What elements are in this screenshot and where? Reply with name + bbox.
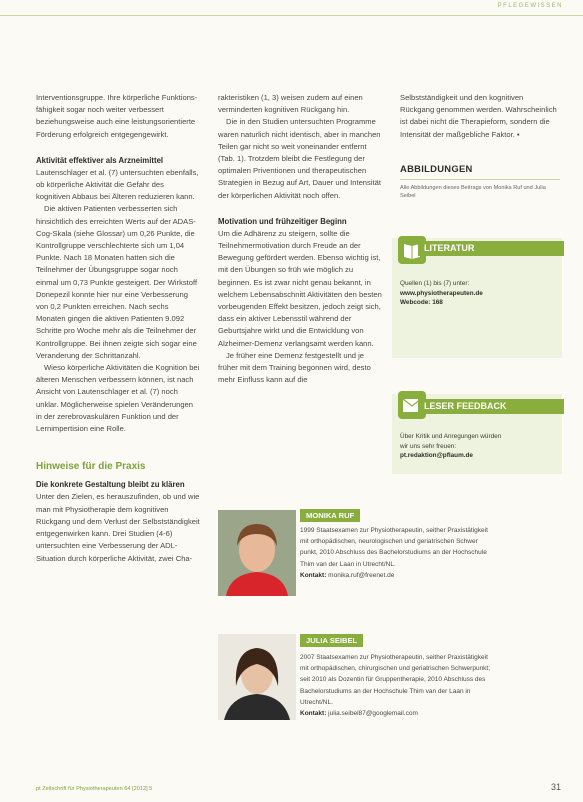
section-heading: Hinweise für die Praxis [36,461,146,473]
subheading: Motivation und frühzeitiger Beginn [218,216,347,226]
literatur-webcode: Webcode: 168 [400,299,443,306]
page-number: 31 [550,782,561,792]
literatur-title: LITERATUR [418,241,564,256]
column-3 [400,92,558,200]
divider [400,179,560,180]
feedback-line: wir uns sehr freuen: [400,442,457,450]
literatur-text [400,279,483,308]
author-photo-julia [218,634,296,720]
contact-email[interactable]: julia.seibel87@googlemail.com [328,710,418,718]
bio-line: Bachelorstudiums an der Hochschule Thim van der Laan in [300,687,471,695]
author-bio-monika [300,525,488,581]
feedback-email[interactable]: pt.redaktion@pflaum.de [400,452,473,459]
header-rule [0,15,583,16]
literatur-line: Quellen (1) bis (7) unter: [400,280,470,287]
column-2 [218,92,382,386]
bio-line: 2007 Staatsexamen zur Physiotherapeutin, seither Praxistätigkeit [300,654,488,661]
feedback-title: LESER FEEDBACK [418,399,564,414]
bio-line: punkt, 2010 Abschluss des Bachelorstudiums an der Hochschule [300,549,487,557]
bio-line: seit 2010 als Dozentin für Gruppentherapie, 2010 Abschluss des [300,676,486,684]
author-name-julia: JULIA SEIBEL [300,634,363,647]
contact-label: Kontakt: [300,710,327,718]
paragraph: Je früher eine Demenz festgestellt und je früher mit dem Training begonnen wird, desto mehr Einfluss kann auf die [218,350,371,385]
paragraph: Wieso körperliche Aktivitäten die Kognition bei älteren Menschen verbessern können, ist nach Ansicht von Lautenschlager et al. (7) noch unklar. Möglicherweise spielen Veränderungen in der zerebrovaskulären Funktion und der Lernimpertision eine Rolle. [36,363,200,434]
contact-line [300,570,488,581]
feedback-line: Über Kritik und Anregungen würden [400,433,502,440]
bio-line: Utrecht/NL. [300,698,333,706]
top-banner [0,0,583,16]
paragraph: Selbstständigkeit und den kognitiven Rückgang genommen werden. Wahrscheinlich ist dabei nicht die Therapieform, sondern die Intensität der maßgebliche Faktor. ▪ [400,93,557,139]
contact-email[interactable]: monika.ruf@freenet.de [328,571,395,579]
footer-citation: pt Zeitschrift für Physiotherapeuten 64 [2012] 5 [36,786,153,792]
paragraph: Die in den Studien untersuchten Programme waren naturlich nicht identisch, aber in manchen Teilen gar nicht so weit voneinander entfernt (Tab. 1). Trotzdem bleibt die Festlegung der optimalen Priventionen und therapeutischen Strategien in Bezug auf Art, Dauer und Intensität der körperlichen Aktivität noch offen. [218,117,381,200]
subheading: Aktivität effektiver als Arzneimittel [36,155,164,165]
paragraph: Die aktiven Patienten verbesserten sich hinsichtlich des erreichten Werts auf der ADAS-Cog-Skala (siehe Glossar) um 0,26 Punkte, die Kontrollgruppe verschlechterte sich um 1,04 Punkte. Nach 18 Monaten hatten sich die Teilnehmer der Übungsgruppe sogar noch einmal um 0,73 Punkte gesteigert. Der Wirkstoff Donepezil konnte hier nur eine Verbesserung von 0,2 Punkten erreichen. Nach sechs Monaten gingen die aktiven Patienten 9.092 Schritte pro Woche mehr als die Teilnehmer der Kontrollgruppe. Bei ihnen zeigte sich sogar eine Veranderung der Schrittanzahl. [36,204,198,360]
figures-credit: Alle Abbildungen dieses Beitrags von Monika Ruf und Julia Seibel [400,185,546,200]
paragraph: rakteristiken (1, 3) weisen zudem auf einen verminderten kognitiven Rückgang hin. [218,93,363,115]
column-1 [36,92,200,565]
paragraph: Lautenschlager et al. (7) untersuchten ebenfalls, ob körperliche Aktivität die Gefahr des kognitiven Abbaus bei Älteren reduzieren kann. [36,167,199,202]
figures-heading: ABBILDUNGEN [400,162,473,174]
paragraph: Unter den Zielen, es herauszufinden, ob und wie man mit Physiotherapie dem kognitiven Rückgang und dem Verlust der Selbstständigkeit entgegenwirken kann. Drei Studien (4-6) untersuchten eine Verbesserung der ADL-Situation durch körperliche Aktivität, zwei Cha- [36,492,200,563]
author-photo-monika [218,510,296,596]
bio-line: 1999 Staatsexamen zur Physiotherapeutin, seither Praxistätigkeit [300,527,488,534]
bio-line: mit orthopädischen, neurologischen und geriatrischen Schwer [300,538,478,546]
bio-line: mit orthopädischen, chirurgischen und geriatrischen Schwerpunkt; [300,665,491,673]
paragraph: Um die Adhärenz zu steigern, sollte die Teilnehmermotivation durch Freude an der Bewegung gefördert werden. Ebenso wichtig ist, mit den Übungen so früh wie möglich zu beginnen. Es ist zwar nicht genau bekannt, in welchem Lebensabschnitt Aktivitäten den besten vorbeugenden Effekt besitzen, jedoch zeigt sich, dass ein aktiver Lebensstil während der Geburtsjahre wirkt und die Entwicklung von Alzheimer-Demenz verlangsamt werden kann. [218,228,382,348]
bio-line: Thim van der Laan in Utrecht/NL. [300,560,396,568]
section-tag: PFLEGEWISSEN [497,3,563,9]
contact-label: Kontakt: [300,571,327,579]
contact-line [300,708,490,719]
author-name-monika: MONIKA RUF [300,509,360,522]
paragraph: Interventionsgruppe. Ihre körperliche Funktionsfähigkeit sogar noch weiter verbessert beziehungsweise auch eine leistungsorientierte Förderung erfolgreich entgegengewirkt. [36,93,198,139]
feedback-text [400,432,501,461]
subheading: Die konkrete Gestaltung bleibt zu klären [36,480,185,490]
author-bio-julia [300,652,490,719]
literatur-link[interactable]: www.physiotherapeuten.de [400,289,483,297]
